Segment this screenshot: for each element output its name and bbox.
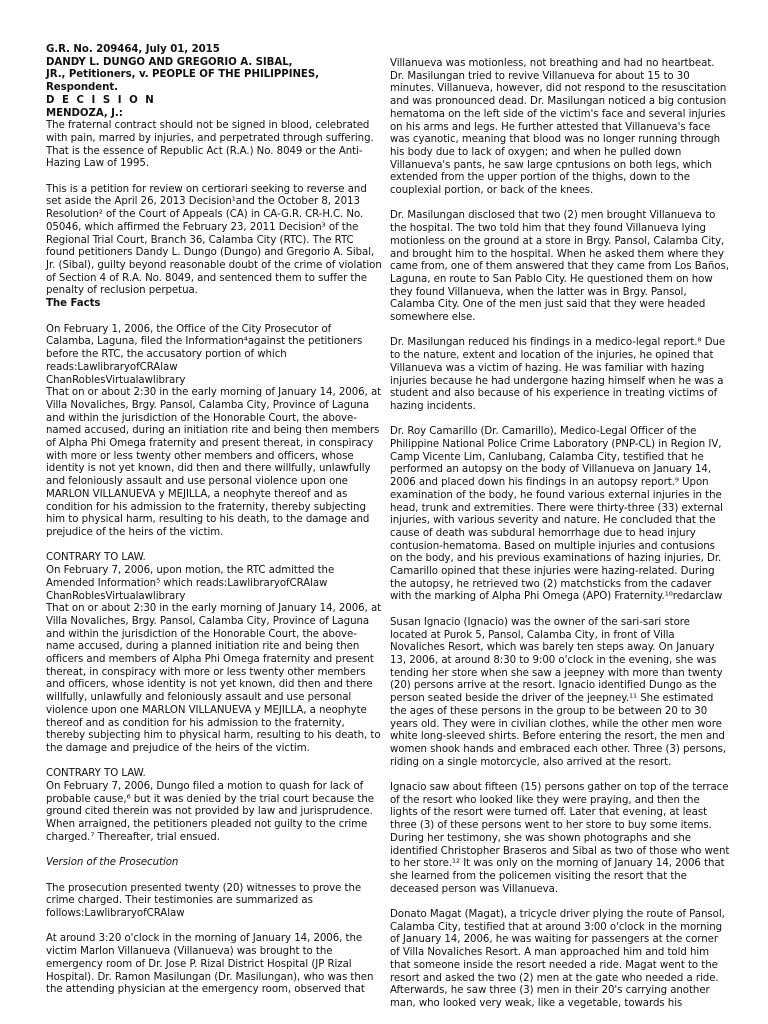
autopsy-paragraph: Dr. Roy Camarillo (Dr. Camarillo), Medico-Legal Officer of the Philippine National Police Crime Laboratory (PNP-CL) in Region IV, Camp Vicente Lim, Canlubang, Calamba City, testified that he performed an autopsy on the body of Villanueva on January 14, 2006 and placed down his findings in an autopsy report.⁹ Upon examination of the body, he found various external injuries in the head, trunk and extremities. There were thirty-three (33) external injuries, with various severity and nature. He concluded that the cause of death was subdural hemorrhage due to head injury contusion-hematoma. Based on multiple injuries and contusions on the body, and his previous examinations of hazing injuries, Dr. Camarillo opined that these injuries were hazing-related. During the autopsy, he retrieved two (2) matchsticks from the cadaver with the marking of Alpha Phi Omega (APO) Fraternity.¹⁰redarclaw	[390, 426, 723, 603]
ignacio-terrace-paragraph: Ignacio saw about fifteen (15) persons gather on top of the terrace of the resort who looked like they were praying, and then the lights of the resort were turned off. Later that evening, at least three (3) of these persons went to her store to buy some items. During her testimony, she was shown photographs and she identified Christopher Braseros and Sibal as two of those who went to her store.¹² It was only on the morning of January 14, 2006 that she learned from the policemen visiting the resort that the deceased person was Villanueva.	[390, 782, 730, 895]
medico-legal-paragraph: Dr. Masilungan reduced his findings in a medico-legal report.⁸ Due to the nature, extent and location of the injuries, he opined that Villanueva was a victim of hazing. He was familiar with hazing injuries because he had undergone hazing himself when he was a student and also because of his experience in treating victims of hazing incidents.	[390, 337, 726, 412]
amended-information-intro: On February 7, 2006, upon motion, the RTC admitted the Amended Information⁵ which reads:LawlibraryofCRAlaw ChanRoblesVirtualawlibrary	[46, 565, 335, 602]
parties-line-1: DANDY L. DUNGO AND GREGORIO A. SIBAL,	[46, 56, 293, 68]
contrary-to-law-2: CONTRARY TO LAW.	[46, 768, 146, 780]
petition-paragraph: This is a petition for review on certiorari seeking to reverse and set aside the April 26, 2013 Decision¹and the October 8, 2013 Resolution² of the Court of Appeals (CA) in CA-G.R. CR-H.C. No. 05046, which affirmed the February 23, 2011 Decision³ of the Regional Trial Court, Branch 36, Calamba City (RTC). The RTC found petitioners Dandy L. Dungo (Dungo) and Gregorio A. Sibal, Jr. (Sibal), guilty beyond reasonable doubt of the crime of violation of Section 4 of R.A. No. 8049, and sentenced them to suffer the penalty of reclusion perpetua.	[46, 183, 382, 297]
ponente: MENDOZA, J.:	[46, 107, 123, 119]
case-number: G.R. No. 209464, July 01, 2015	[46, 44, 220, 55]
two-men-paragraph: Dr. Masilungan disclosed that two (2) men brought Villanueva to the hospital. The two told him that they found Villanueva lying motionless on the ground at a store in Brgy. Pansol, Calamba City, and brought him to the hospital. When he asked them where they came from, one of them answered that they came from Los Baños, Laguna, en route to San Pablo City. He questioned them on how they found Villanueva, when the latter was in Brgy. Pansol, Calamba City. One of the men just said that they were headed somewhere else.	[390, 210, 729, 324]
prosecution-summary: The prosecution presented twenty (20) witnesses to prove the crime charged. Their testimonies are summarized as follows:LawlibraryofCRAlaw	[46, 882, 362, 920]
resuscitation-paragraph: Villanueva was motionless, not breathing and had no heartbeat. Dr. Masilungan tried to revive Villanueva for about 15 to 30 minutes. Villanueva, however, did not respond to the resuscitation and was pronounced dead. Dr. Masilungan noticed a big contusion hematoma on the left side of the victim's face and several injuries on his arms and legs. He further attested that Villanueva's face was cyanotic, meaning that blood was no longer running through his body due to lack of oxygen; and when he pulled down Villanueva's pants, he saw large cpntusions on both legs, which extended from the upper portion of the thighs, down to the couplexial portion, or back of the knees.	[390, 58, 727, 197]
information-intro: On February 1, 2006, the Office of the City Prosecutor of Calamba, Laguna, filed the Information⁴against the petitioners before the RTC, the accusatory portion of which reads:LawlibraryofCRAlaw ChanRoblesVirtualawlibrary	[46, 323, 363, 386]
right-column	[390, 58, 730, 1011]
decision-heading: D E C I S I O N	[46, 94, 156, 106]
amended-information-text: That on or about 2:30 in the early morning of January 14, 2006, at Villa Novaliches, Brgy. Pansol, Calamba City, Province of Laguna and within the jurisdiction of the Honorable Court, the above-name accused, during a planned initiation rite and being then officers and members of Alpha Phi Omega fraternity and present thereat, in conspiracy with more or less twenty other members and officers, whose identity is not yet known, did then and there willfully, unlawfully and feloniously assault and use personal violence upon one MARLON VILLANUEVA y MEJILLA, a neophyte thereof and as condition for his admission to the fraternity, thereby subjecting him to physical harm, resulting to his death, to the damage and prejudice of the heirs of the victim.	[46, 603, 382, 754]
contrary-to-law-1: CONTRARY TO LAW.	[46, 552, 146, 564]
magat-paragraph: Donato Magat (Magat), a tricycle driver plying the route of Pansol, Calamba City, testified that at around 3:00 o'clock in the morning of January 14, 2006, he was waiting for passengers at the corner of Villa Novaliches Resort. A man approached him and told him that someone inside the resort needed a ride. Magat went to the resort and asked the two (2) men at the gate who needed a ride. Afterwards, he saw three (3) men in their 20's carrying another man, who looked very weak, like a vegetable, towards his	[390, 909, 725, 1009]
left-column	[46, 44, 382, 997]
hospital-arrival-paragraph: At around 3:20 o'clock in the morning of January 14, 2006, the victim Marlon Villanueva (Villanueva) was brought to the emergency room of Dr. Jose P. Rizal District Hospital (JP Rizal Hospital). Dr. Ramon Masilungan (Dr. Masilungan), who was then the attending physician at the emergency room, observed that	[46, 933, 374, 996]
motion-to-quash-paragraph: On February 7, 2006, Dungo filed a motion to quash for lack of probable cause,⁶ but it was denied by the trial court because the ground cited therein was not provided by law and jurisprudence. When arraigned, the petitioners pleaded not guilty to the crime charged.⁷ Thereafter, trial ensued.	[46, 781, 374, 843]
intro-paragraph: The fraternal contract should not be signed in blood, celebrated with pain, marred by injuries, and perpetrated through suffering. That is the essence of Republic Act (R.A.) No. 8049 or the Anti-Hazing Law of 1995.	[46, 120, 374, 170]
facts-heading: The Facts	[46, 298, 101, 310]
ignacio-paragraph: Susan Ignacio (Ignacio) was the owner of the sari-sari store located at Purok 5, Pansol, Calamba City, in front of Villa Novaliches Resort, which was barely ten steps away. On January 13, 2006, at around 8:30 to 9:00 o'clock in the evening, she was tending her store when she saw a jeepney with more than twenty (20) persons arrive at the resort. Ignacio identified Dungo as the person seated beside the driver of the jeepney.¹¹ She estimated the ages of these persons in the group to be between 20 to 30 years old. They were in civilian clothes, while the other men wore white long-sleeved shirts. Before entering the resort, the men and women shook hands and embraced each other. Three (3) persons, riding on a single motorcycle, also arrived at the resort.	[390, 616, 727, 768]
information-text: That on or about 2:30 in the early morning of January 14, 2006, at Villa Novaliches, Brgy. Pansol, Calamba City, Province of Laguna and within the jurisdiction of the Honorable Court, the above-named accused, during an initiation rite and being then members of Alpha Phi Omega fraternity and present thereat, in conspiracy with more or less twenty other members and officers, whose identity is not yet known, did then and there willfully, unlawfully and feloniously assault and use personal violence upon one MARLON VILLANUEVA y MEJILLA, a neophyte thereof and as condition for his admission to the fraternity, thereby subjecting him to physical harm, resulting to his death, to the damage and prejudice of the heirs of the victim.	[46, 387, 382, 538]
prosecution-version-heading: Version of the Prosecution	[46, 857, 179, 869]
parties-line-2: JR., Petitioners, v. PEOPLE OF THE PHILIPPINES, Respondent.	[46, 69, 319, 94]
